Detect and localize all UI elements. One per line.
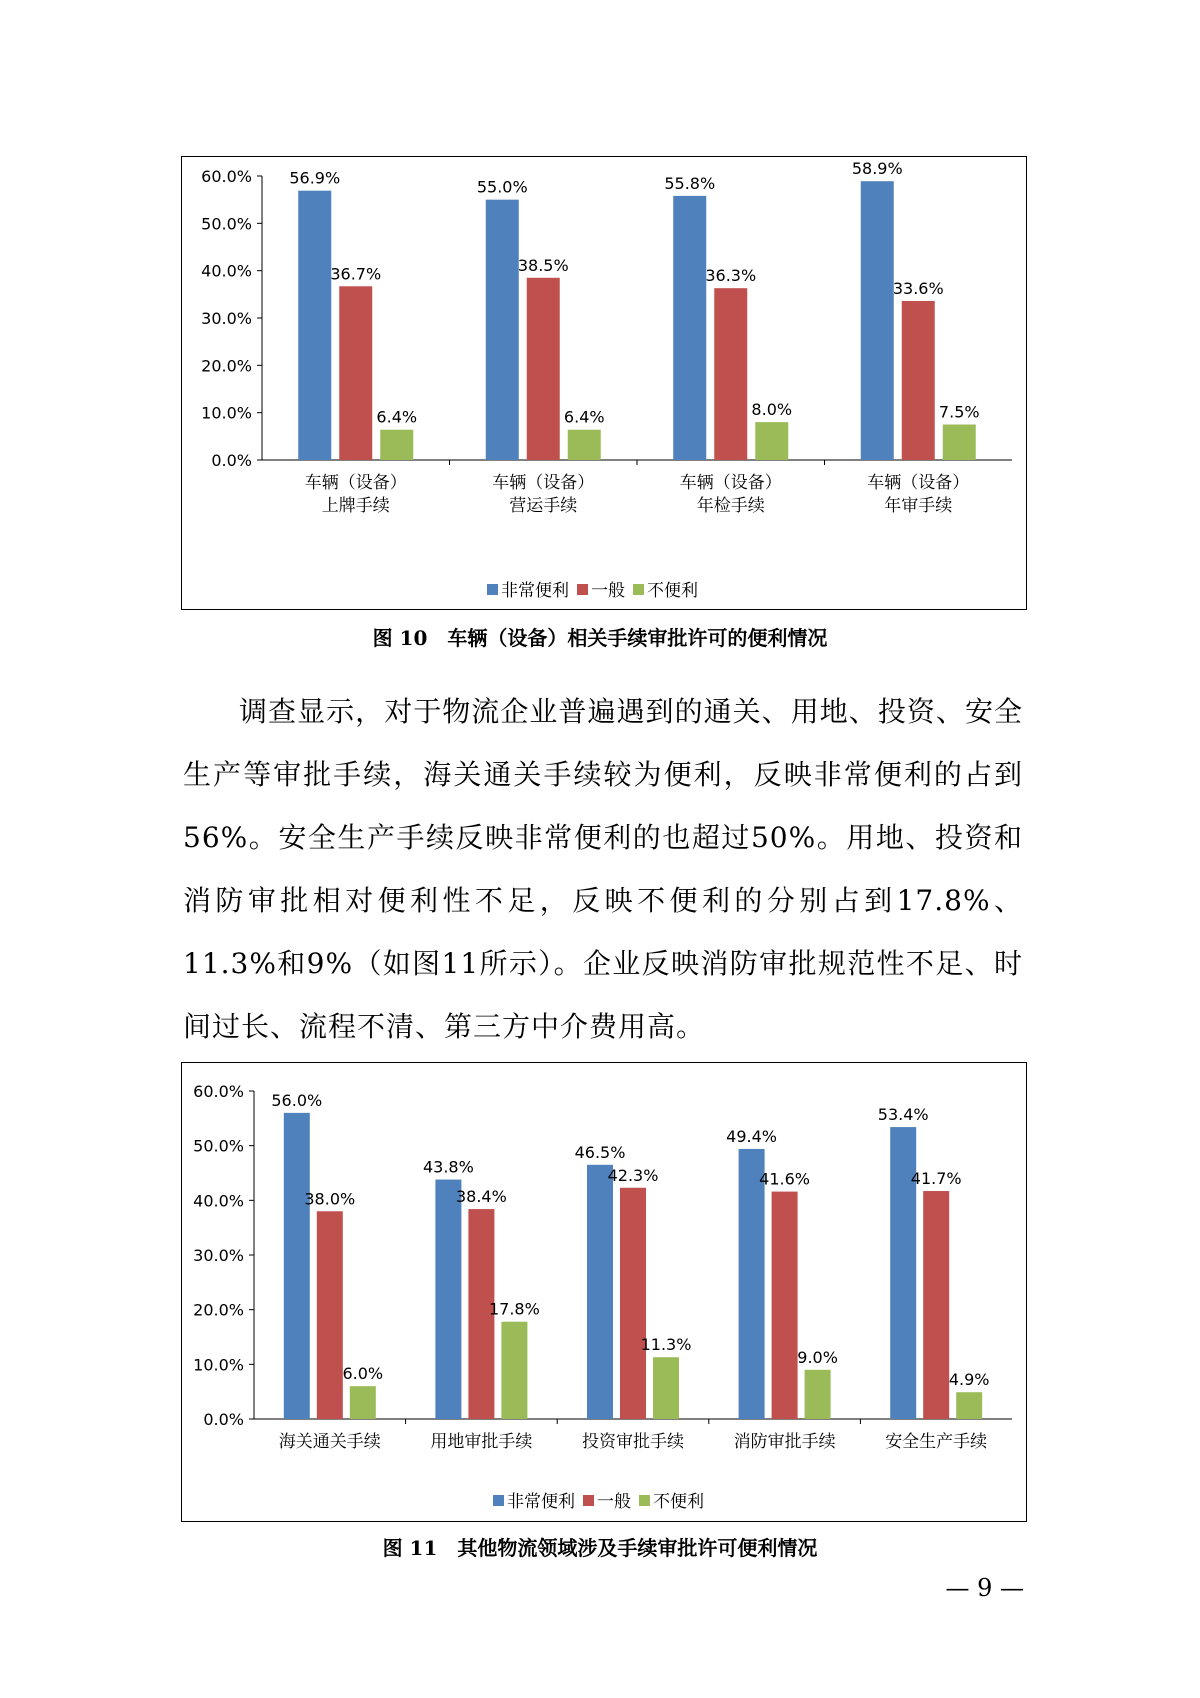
y-tick-label: 30.0% [193,1246,244,1265]
data-label: 38.5% [517,255,569,275]
data-label: 41.6% [759,1169,811,1189]
category-label: 投资审批手续 [582,1432,684,1452]
data-label: 43.8% [422,1157,474,1177]
data-label: 38.4% [455,1187,507,1207]
category-label: 车辆（设备） [492,473,595,493]
data-label: 36.7% [330,264,382,284]
legend-swatch [639,1495,650,1506]
category-label: 车辆（设备） [304,473,407,493]
legend-label: 不便利 [647,581,698,601]
y-tick-label: 0.0% [203,1410,244,1429]
data-label: 56.0% [271,1090,323,1110]
data-label: 38.0% [304,1189,356,1209]
bar-average [527,278,560,460]
y-tick-label: 20.0% [193,1300,244,1320]
bar-average [923,1191,949,1419]
y-tick-label: 60.0% [201,167,252,186]
bar-inconvenient [956,1392,982,1419]
legend-label: 非常便利 [507,1492,575,1512]
figure-11-chart [181,1062,1027,1522]
bar-inconvenient [350,1386,376,1419]
bar-average [902,301,935,460]
y-tick-label: 30.0% [201,309,252,328]
data-label: 55.8% [664,173,716,193]
legend-swatch [493,1495,504,1506]
data-label: 11.3% [640,1335,692,1355]
category-label: 安全生产手续 [885,1432,988,1452]
data-label: 56.9% [289,168,341,188]
category-label: 车辆（设备） [679,473,782,493]
bar-very-convenient [587,1165,613,1419]
y-tick-label: 0.0% [211,451,252,470]
category-label: 年检手续 [696,496,765,516]
data-label: 6.0% [342,1364,384,1384]
data-label: 46.5% [574,1142,626,1162]
category-label: 用地审批手续 [430,1432,533,1452]
y-tick-label: 10.0% [193,1355,244,1375]
data-label: 17.8% [488,1299,540,1319]
bar-inconvenient [501,1322,527,1419]
y-tick-label: 40.0% [201,261,252,281]
data-label: 33.6% [892,278,944,298]
bar-inconvenient [380,430,413,460]
bar-very-convenient [486,200,519,460]
data-label: 8.0% [751,400,793,420]
bar-average [339,286,372,460]
category-label: 车辆（设备） [867,473,970,493]
y-tick-label: 50.0% [193,1136,244,1156]
legend-swatch [633,584,644,595]
legend-label: 非常便利 [501,581,569,601]
legend-label: 一般 [591,581,625,601]
data-label: 41.7% [910,1169,962,1189]
figure-10-caption: 图 10 车辆（设备）相关手续审批许可的便利情况 [372,626,828,650]
category-label: 海关通关手续 [278,1432,381,1452]
y-tick-label: 40.0% [193,1191,244,1211]
bar-very-convenient [861,181,894,460]
bar-average [317,1211,343,1419]
legend-label: 不便利 [653,1492,704,1512]
bar-average [714,288,747,460]
y-tick-label: 20.0% [201,356,252,376]
data-label: 6.4% [563,407,605,427]
data-label: 53.4% [877,1105,929,1125]
bar-inconvenient [568,430,601,460]
body-paragraph: 调查显示，对于物流企业普遍遇到的通关、用地、投资、安全生产等审批手续，海关通关手续较为便利，反映非常便利的占到56%。安全生产手续反映非常便利的也超过50%。用地、投资和消防审批相对便利性不足，反映不便利的分别占到17.8%、11.3%和9%（如图11所示）。企业反映消防审批规范性不足、时间过长、流程不清、第三方中介费用高。 [183,695,1023,1043]
data-label: 42.3% [607,1165,659,1185]
bar-very-convenient [435,1180,461,1419]
bar-very-convenient [673,196,706,460]
bar-inconvenient [805,1370,831,1419]
figure-10-chart [181,156,1027,610]
data-label: 7.5% [938,402,980,422]
data-label: 36.3% [705,266,757,286]
legend-label: 一般 [597,1492,631,1512]
y-tick-label: 60.0% [193,1082,244,1101]
category-label: 上牌手续 [321,496,390,516]
category-label: 营运手续 [509,496,578,516]
data-label: 49.4% [726,1126,778,1146]
data-label: 6.4% [376,407,418,427]
legend-swatch [583,1495,594,1506]
category-label: 年审手续 [884,496,953,516]
bar-very-convenient [284,1113,310,1419]
bar-inconvenient [653,1357,679,1419]
y-tick-label: 10.0% [201,403,252,423]
data-label: 58.9% [851,159,903,179]
legend-swatch [487,584,498,595]
bar-inconvenient [755,422,788,460]
figure-11-caption: 图 11 其他物流领域涉及手续审批许可便利情况 [382,1536,818,1560]
data-label: 9.0% [797,1347,838,1367]
y-tick-label: 50.0% [201,214,252,234]
legend-swatch [577,584,588,595]
bar-very-convenient [298,191,331,460]
bar-average [772,1192,798,1419]
data-label: 4.9% [948,1370,990,1390]
page-number: — 9 — [945,1574,1024,1602]
data-label: 55.0% [476,177,528,197]
figure-10-svg [182,157,1025,608]
category-label: 消防审批手续 [733,1432,836,1452]
bar-average [620,1188,646,1419]
figure-11-svg [182,1063,1025,1520]
bar-inconvenient [943,425,976,461]
bar-very-convenient [739,1149,765,1419]
